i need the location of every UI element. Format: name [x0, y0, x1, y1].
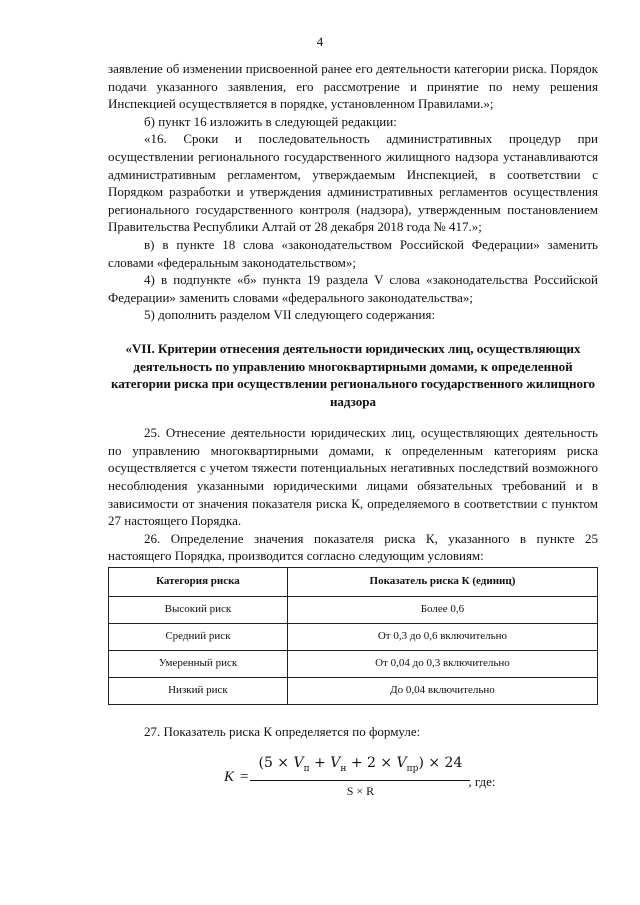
section-heading: «VII. Критерии отнесения деятельности юридических лиц, осуществляющих деятельность по управлению многоквартирными домами, к определенной категории риска при осуществлении регионального государственного жилищного надзора — [110, 340, 596, 409]
table-cell: Более 0,6 — [287, 597, 597, 624]
formula-suffix: , где: — [468, 773, 496, 789]
formula-sub-pr: пр — [406, 763, 419, 774]
paragraph-item-5: 5) дополнить разделом VII следующего содержания: — [144, 307, 436, 323]
risk-formula — [224, 755, 496, 801]
spacer — [108, 410, 598, 424]
risk-category-table — [108, 567, 598, 705]
paragraph-item-b: б) пункт 16 изложить в следующей редакции: — [144, 113, 397, 129]
formula-var-vn: V — [330, 754, 341, 771]
formula-var-vp: V — [293, 754, 304, 771]
table-cell: Средний риск — [109, 624, 288, 651]
table-row — [109, 624, 598, 651]
risk-formula-block — [108, 755, 598, 805]
table-header-category: Категория риска — [109, 568, 288, 597]
formula-numerator — [254, 755, 466, 780]
paragraph-point-27: 27. Показатель риска К определяется по формуле: — [144, 724, 421, 740]
table-cell: От 0,3 до 0,6 включительно — [287, 624, 597, 651]
paragraph-item-4: 4) в подпункте «б» пункта 19 раздела V слова «законодательства Российской Федерации» заменить словами «федерального законодательства»; — [108, 272, 598, 305]
formula-denominator: S × R — [250, 780, 470, 801]
paragraph-item-v: в) в пункте 18 слова «законодательством Российской Федерации» заменить словами «федеральным законодательством»; — [108, 236, 598, 270]
formula-fraction — [254, 755, 466, 801]
paragraph-continuation: заявление об изменении присвоенной ранее его деятельности категории риска. Порядок подачи указанного заявления, его рассмотрение и принятие по нему решения Инспекцией осуществляется в порядке, установленном Правилами.»; — [108, 61, 598, 112]
paragraph-point-25: 25. Отнесение деятельности юридических лиц, осуществляющих деятельность по управлению многоквартирными домами, к определенным категориям риска осуществляется с учетом тяжести потенциальных негативных последствий возможного несоблюдения указанными юридическими лицами обязательных требований и в зависимости от значения показателя риска К, определяемого в соответствии с пунктом 27 настоящего Порядка. — [108, 425, 598, 529]
formula-num-open: (5 × — [258, 754, 294, 771]
formula-lhs: K — [224, 768, 235, 785]
spacer — [108, 705, 598, 723]
page-number: 4 — [316, 34, 324, 49]
table-header-indicator: Показатель риска К (единиц) — [287, 568, 597, 597]
table-cell: Умеренный риск — [109, 651, 288, 678]
paragraph-point-16: «16. Сроки и последовательность административных процедур при осуществлении регионального государственного жилищного надзора устанавливаются административным регламентом, утверждаемым Инспекцией, в соответствии с Порядком разработки и утверждения административных регламентов осуществления регионального государственного контроля (надзора), утвержденным постановлением Правительства Республики Алтай от 28 декабря 2018 года № 417.»; — [108, 131, 598, 235]
paragraph-point-26: 26. Определение значения показателя риска К, указанного в пункте 25 настоящего Порядка, производится согласно следующим условиям: — [108, 530, 598, 564]
table-header-row — [109, 568, 598, 597]
table-cell: От 0,04 до 0,3 включительно — [287, 651, 597, 678]
document-body — [108, 60, 598, 805]
table-cell: До 0,04 включительно — [287, 678, 597, 705]
formula-plus: + — [309, 754, 331, 771]
formula-num-close: ) × 24 — [418, 754, 463, 771]
table-row — [109, 597, 598, 624]
formula-equals: = — [240, 768, 249, 785]
formula-plus-two: + 2 × — [346, 754, 397, 771]
table-row — [109, 651, 598, 678]
table-cell: Высокий риск — [109, 597, 288, 624]
formula-var-vpr: V — [396, 754, 407, 771]
table-cell: Низкий риск — [109, 678, 288, 705]
formula-sub-p: п — [303, 763, 310, 774]
table-row — [109, 678, 598, 705]
formula-sub-n: н — [340, 763, 347, 774]
